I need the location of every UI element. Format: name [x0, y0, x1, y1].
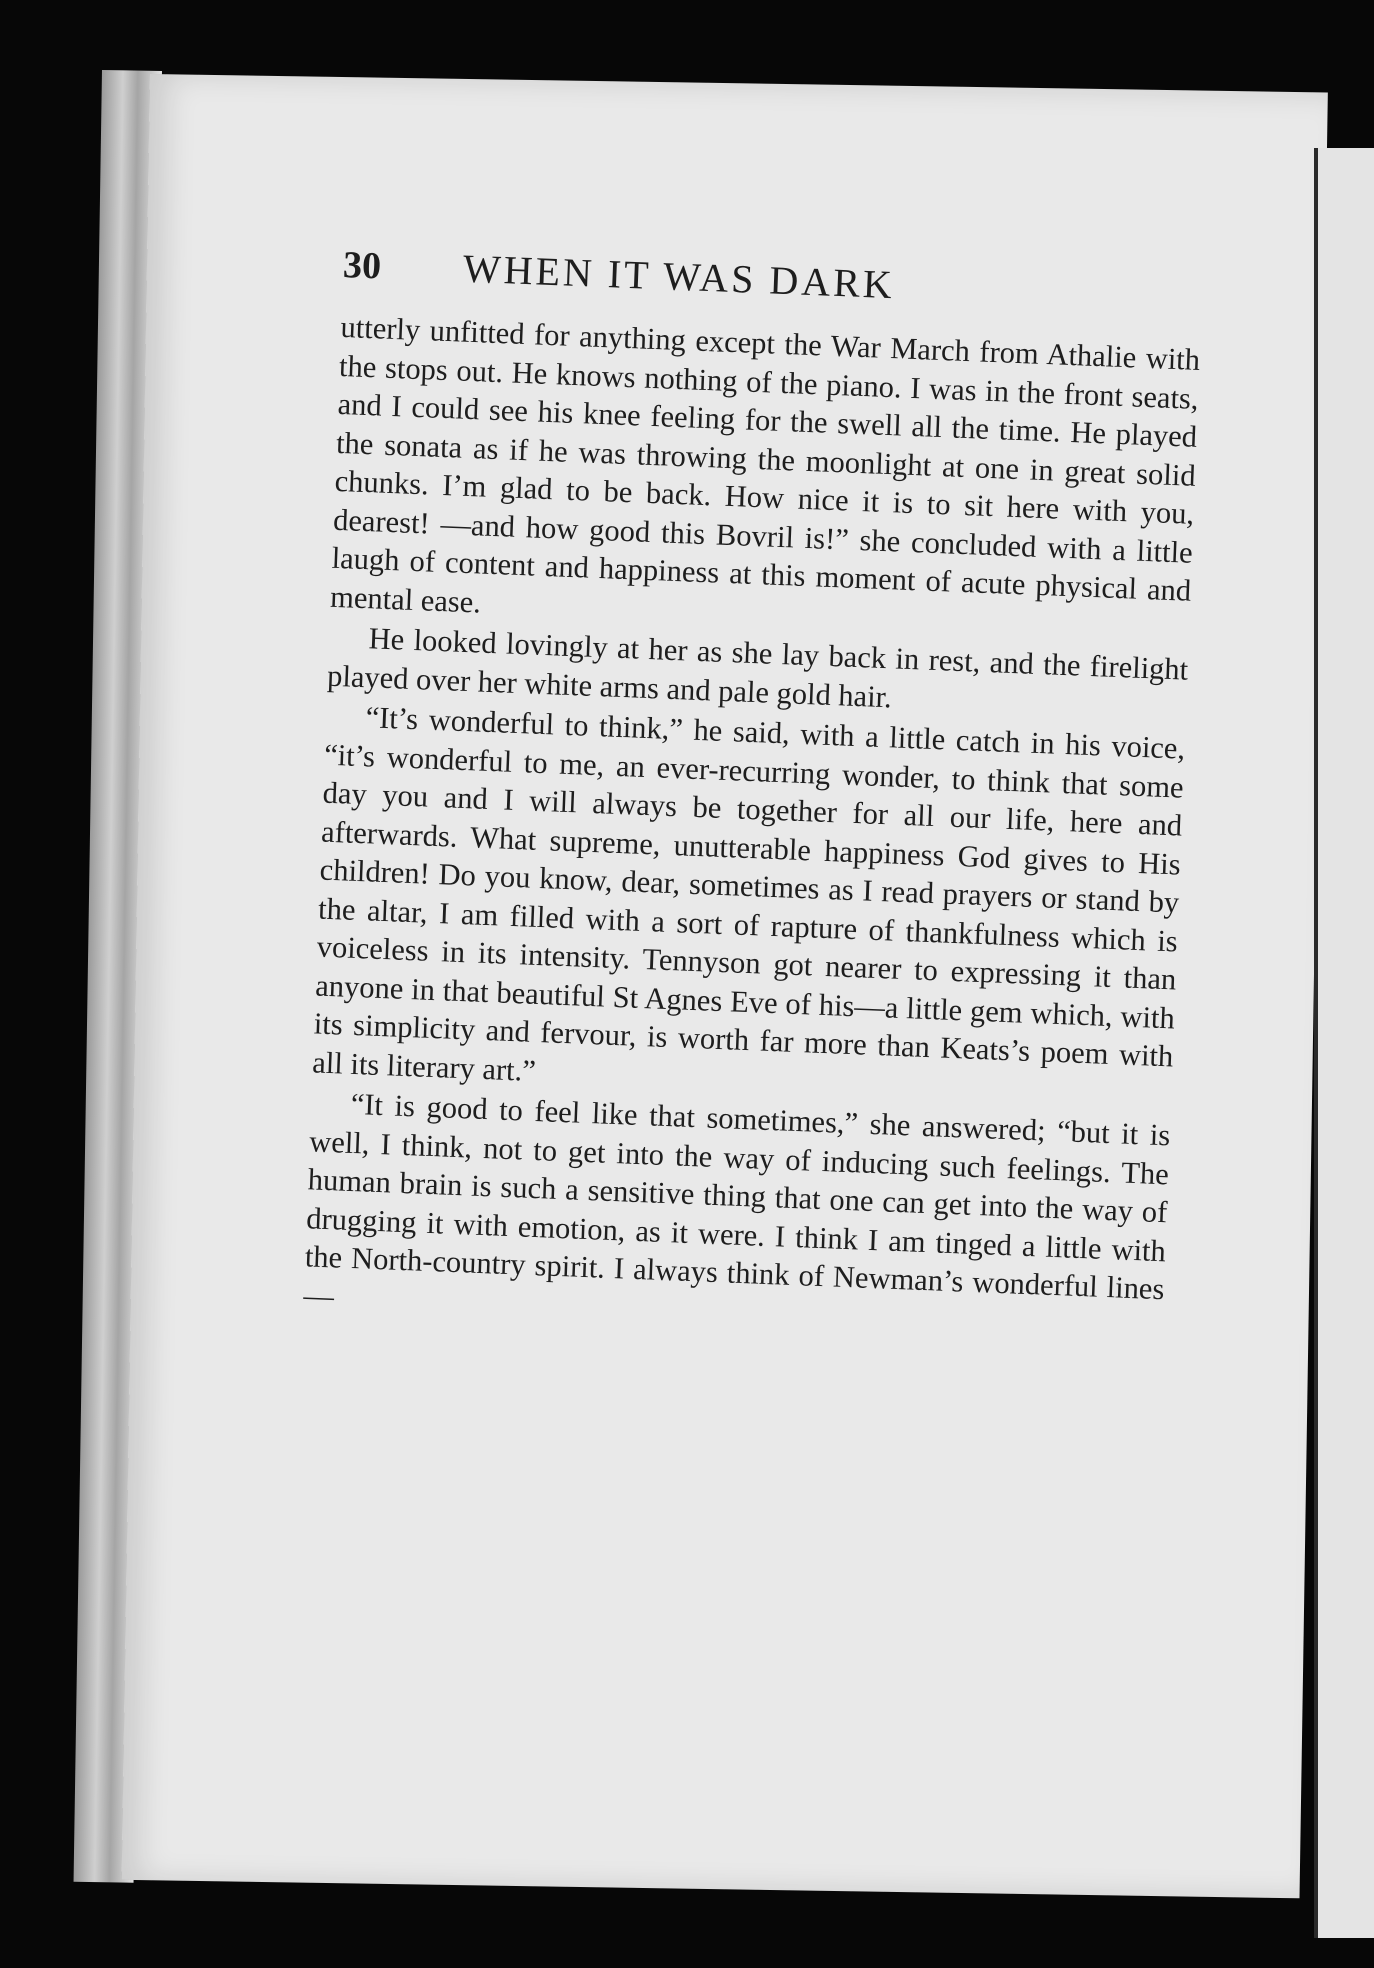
page-content [303, 240, 1204, 1347]
paragraph-3: “It’s wonderful to think,” he said, with a little catch in his voice, “it’s wonderful to me, an ever-recurring wonder, to think that some day you and I will always be together for all our life, here and afterwards. What supreme, unutterable happiness God gives to His children! Do you know, dear, sometimes as I read prayers or stand by the altar, I am filled with a sort of rapture of thankfulness which is voiceless in its intensity. Tennyson got nearer to expressing it than anyone in that beautiful St Agnes Eve of his—a little gem which, with its simplicity and fervour, is worth far more than Keats’s poem with all its literary art.” [311, 700, 1186, 1088]
book-title: WHEN IT WAS DARK [462, 245, 896, 308]
paragraph-1: utterly unfitted for anything except the War March from Athalie with the stops out. He knows nothing of the piano. I was in the front seats, and I could see his knee feeling for the swell all the time. He played the sonata as if he was throwing the moonlight at one in great solid chunks. I’m glad to be back. How nice it is to sit here with you, dearest! —and how good this Bovril is!” she concluded with a little laugh of content and happiness at this moment of acute physical and mental ease. [329, 309, 1201, 620]
page-number: 30 [342, 243, 382, 288]
facing-page [1318, 148, 1374, 1938]
paragraph-4: “It is good to feel like that sometimes,” she answered; “but it is well, I think, not to get into the way of inducing such feelings. The human brain is such a sensitive thing that one can get into the way of drugging it with emotion, as it were. I think I am tinged a little with the North-country spirit. I always think of Newman’s wonderful lines— [302, 1086, 1171, 1313]
paragraph-2: He looked lovingly at her as she lay back in rest, and the firelight played over her white arms and pale gold hair. [326, 621, 1189, 714]
body-text [303, 308, 1201, 1347]
